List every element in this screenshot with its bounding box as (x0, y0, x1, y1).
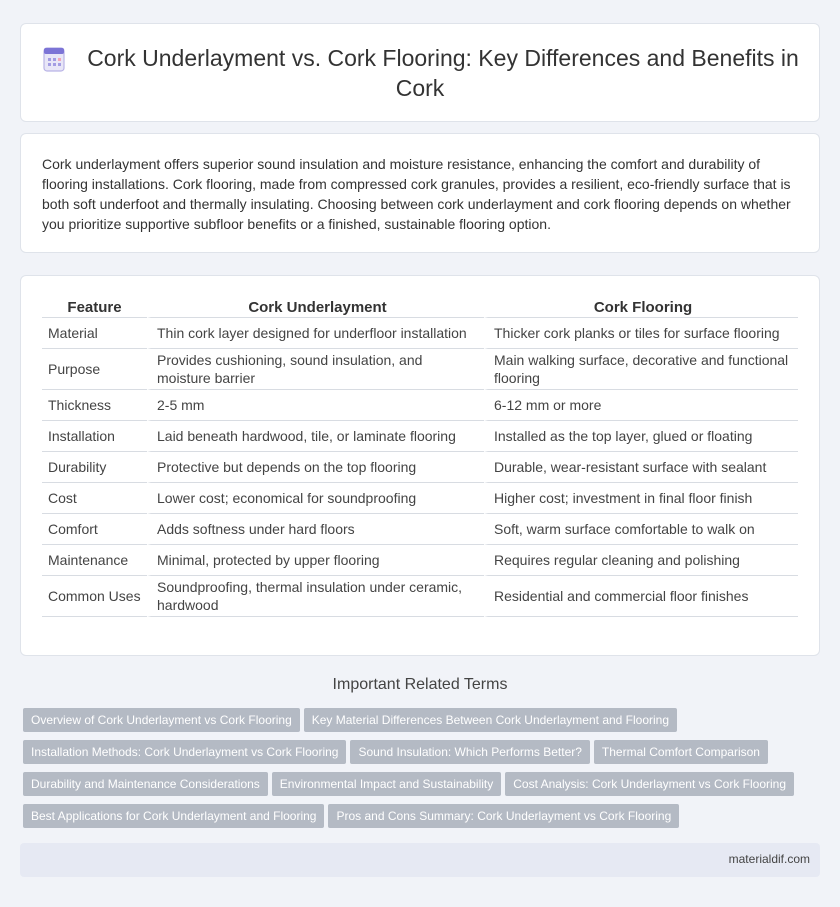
flooring-cell: 6-12 mm or more (484, 390, 798, 421)
underlayment-cell: Thin cork layer designed for underfloor installation (147, 318, 484, 349)
feature-cell: Installation (42, 421, 147, 452)
table-header-row (42, 298, 798, 318)
underlayment-cell: 2-5 mm (147, 390, 484, 421)
related-term-tag[interactable]: Overview of Cork Underlayment vs Cork Flooring (23, 708, 300, 732)
related-term-tag[interactable]: Pros and Cons Summary: Cork Underlayment vs Cork Flooring (328, 804, 679, 828)
flooring-cell: Higher cost; investment in final floor finish (484, 483, 798, 514)
related-term-tag[interactable]: Installation Methods: Cork Underlayment vs Cork Flooring (23, 740, 346, 764)
underlayment-cell: Laid beneath hardwood, tile, or laminate flooring (147, 421, 484, 452)
table-row (42, 576, 798, 617)
summary-card (20, 133, 820, 253)
feature-cell: Material (42, 318, 147, 349)
underlayment-cell: Adds softness under hard floors (147, 514, 484, 545)
header-feature: Feature (42, 298, 147, 318)
feature-cell: Common Uses (42, 576, 147, 617)
header-cork-underlayment: Cork Underlayment (147, 298, 484, 318)
comparison-table (42, 298, 798, 617)
feature-cell: Purpose (42, 349, 147, 390)
underlayment-cell: Soundproofing, thermal insulation under ceramic, hardwood (147, 576, 484, 617)
header-cork-flooring: Cork Flooring (484, 298, 798, 318)
underlayment-cell: Provides cushioning, sound insulation, and moisture barrier (147, 349, 484, 390)
footer-site-link[interactable]: materialdif.com (728, 852, 810, 866)
table-row (42, 421, 798, 452)
table-row (42, 545, 798, 576)
related-term-tag[interactable]: Thermal Comfort Comparison (594, 740, 768, 764)
document-icon (41, 44, 67, 74)
page-title: Cork Underlayment vs. Cork Flooring: Key Differences and Benefits in Cork (87, 45, 799, 101)
related-term-tag[interactable]: Sound Insulation: Which Performs Better? (350, 740, 589, 764)
underlayment-cell: Protective but depends on the top flooring (147, 452, 484, 483)
feature-cell: Maintenance (42, 545, 147, 576)
table-row (42, 514, 798, 545)
page-title-row (41, 43, 799, 103)
flooring-cell: Thicker cork planks or tiles for surface flooring (484, 318, 798, 349)
table-row (42, 349, 798, 390)
related-terms-list (23, 708, 813, 836)
flooring-cell: Installed as the top layer, glued or floating (484, 421, 798, 452)
flooring-cell: Residential and commercial floor finishes (484, 576, 798, 617)
related-terms-heading: Important Related Terms (332, 676, 508, 693)
flooring-cell: Durable, wear-resistant surface with sealant (484, 452, 798, 483)
flooring-cell: Requires regular cleaning and polishing (484, 545, 798, 576)
table-row (42, 452, 798, 483)
flooring-cell: Soft, warm surface comfortable to walk on (484, 514, 798, 545)
feature-cell: Comfort (42, 514, 147, 545)
related-term-tag[interactable]: Best Applications for Cork Underlayment and Flooring (23, 804, 324, 828)
table-row (42, 390, 798, 421)
related-term-tag[interactable]: Environmental Impact and Sustainability (272, 772, 501, 796)
title-card (20, 23, 820, 122)
underlayment-cell: Lower cost; economical for soundproofing (147, 483, 484, 514)
footer (20, 843, 820, 877)
feature-cell: Durability (42, 452, 147, 483)
feature-cell: Cost (42, 483, 147, 514)
flooring-cell: Main walking surface, decorative and functional flooring (484, 349, 798, 390)
feature-cell: Thickness (42, 390, 147, 421)
related-term-tag[interactable]: Cost Analysis: Cork Underlayment vs Cork Flooring (505, 772, 794, 796)
underlayment-cell: Minimal, protected by upper flooring (147, 545, 484, 576)
related-term-tag[interactable]: Key Material Differences Between Cork Underlayment and Flooring (304, 708, 677, 732)
table-row (42, 318, 798, 349)
summary-text: Cork underlayment offers superior sound insulation and moisture resistance, enhancing the comfort and durability of flooring installations. Cork flooring, made from compressed cork granules, provides a resilient, eco-friendly surface that is both soft underfoot and thermally insulating. Choosing between cork underlayment and cork flooring depends on whether you prioritize supportive subfloor benefits or a finished, sustainable flooring option. (42, 156, 791, 232)
related-term-tag[interactable]: Durability and Maintenance Considerations (23, 772, 268, 796)
comparison-card (20, 275, 820, 656)
table-row (42, 483, 798, 514)
